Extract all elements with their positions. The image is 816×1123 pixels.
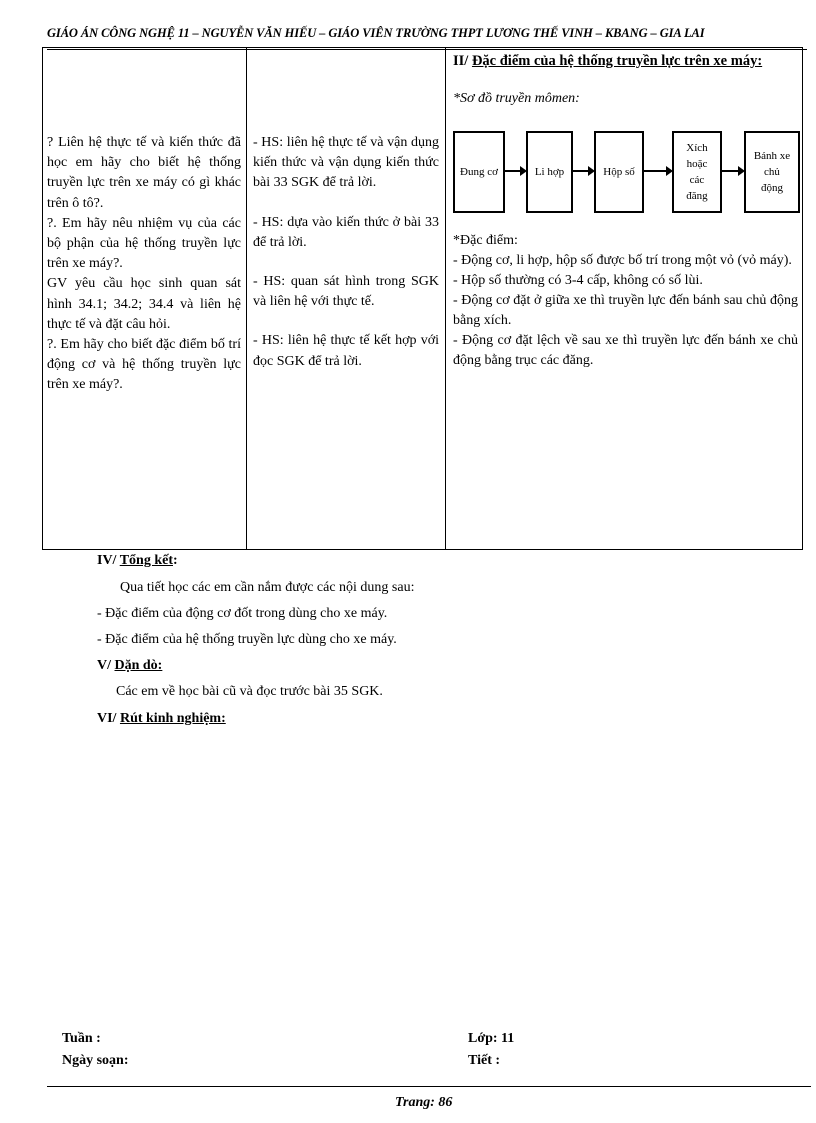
arrow-icon (573, 170, 593, 172)
teacher-question: GV yêu cầu học sinh quan sát hình 34.1; 34.2; 34.4 và liên hệ thực tế và đặt câu hỏi. (47, 276, 241, 332)
teacher-question: ? Liên hệ thực tế và kiến thức đã học em hãy cho biết hệ thống truyền lực trên xe máy có gì khác trên ô tô?. (47, 135, 241, 211)
experience-title: VI/ Rút kinh nghiệm: (97, 711, 226, 726)
prep-date-label: Ngày soạn: (62, 1053, 129, 1068)
diagram-box-gearbox: Hộp số (594, 131, 644, 213)
student-response: - HS: liên hệ thực tế kết hợp với đọc SGK để trả lời. (253, 333, 439, 369)
student-response: - HS: dựa vào kiến thức ở bài 33 để trả lời. (253, 214, 439, 250)
feature-item: - Động cơ đặt lệch về sau xe thì truyền lực đến bánh xe chủ động bằng trục các đăng. (453, 333, 798, 368)
section-title: II/ Đặc điểm của hệ thống truyền lực trên xe máy: (453, 53, 763, 69)
homework-text: Các em về học bài cũ và đọc trước bài 35 SGK. (116, 684, 383, 699)
diagram-label: *Sơ đồ truyền mômen: (453, 91, 580, 106)
summary-item: - Đặc điểm của động cơ đốt trong dùng cho xe máy. (97, 606, 388, 621)
class-label: Lớp: 11 (468, 1031, 515, 1046)
feature-item: - Động cơ đặt ở giữa xe thì truyền lực đến bánh sau chủ động bằng xích. (453, 293, 798, 328)
arrow-icon (722, 170, 743, 172)
features-block (453, 231, 798, 371)
content-cell (446, 48, 803, 550)
student-response: - HS: liên hệ thực tế và vận dụng kiến thức và vận dụng kiến thức bài 33 SGK để trả lời. (253, 135, 439, 191)
feature-item: - Hộp số thường có 3-4 cấp, không có số lùi. (453, 273, 703, 288)
diagram-box-chain: Xích hoặc các đăng (672, 131, 722, 213)
summary-title: IV/ Tổng kết: (97, 553, 178, 568)
torque-diagram (453, 119, 798, 229)
arrow-icon (644, 170, 671, 172)
summary-item: - Đặc điểm của hệ thống truyền lực dùng cho xe máy. (97, 632, 397, 647)
week-label: Tuần : (62, 1031, 101, 1046)
teacher-question: ?. Em hãy nêu nhiệm vụ của các bộ phận của hệ thống truyền lực trên xe máy?. (47, 215, 241, 272)
arrow-icon (505, 170, 525, 172)
diagram-box-engine: Đung cơ (453, 131, 505, 213)
summary-intro: Qua tiết học các em cần nắm được các nội dung sau: (120, 580, 415, 595)
page-number: Trang: 86 (395, 1095, 453, 1110)
diagram-box-clutch: Li hợp (526, 131, 573, 213)
teacher-activity-cell (43, 48, 247, 550)
student-response: - HS: quan sát hình trong SGK và liên hệ với thực tế. (253, 274, 439, 310)
feature-item: - Động cơ, li hợp, hộp số được bố trí trong một vỏ (vỏ máy). (453, 253, 792, 268)
diagram-box-wheel: Bánh xe chủ động (744, 131, 800, 213)
teacher-question: ?. Em hãy cho biết đặc điểm bố trí động cơ và hệ thống truyền lực trên xe máy?. (47, 337, 241, 393)
features-title: *Đặc điểm: (453, 233, 518, 248)
student-activity-cell (247, 48, 446, 550)
footer-divider (47, 1086, 811, 1087)
page-header: GIÁO ÁN CÔNG NGHỆ 11 – NGUYỄN VĂN HIẾU – GIÁO VIÊN TRƯỜNG THPT LƯƠNG THẾ VINH – KBANG – GIA LAI (47, 27, 807, 50)
homework-title: V/ Dặn dò: (97, 658, 163, 673)
lesson-table (42, 47, 803, 550)
period-label: Tiết : (468, 1053, 501, 1068)
